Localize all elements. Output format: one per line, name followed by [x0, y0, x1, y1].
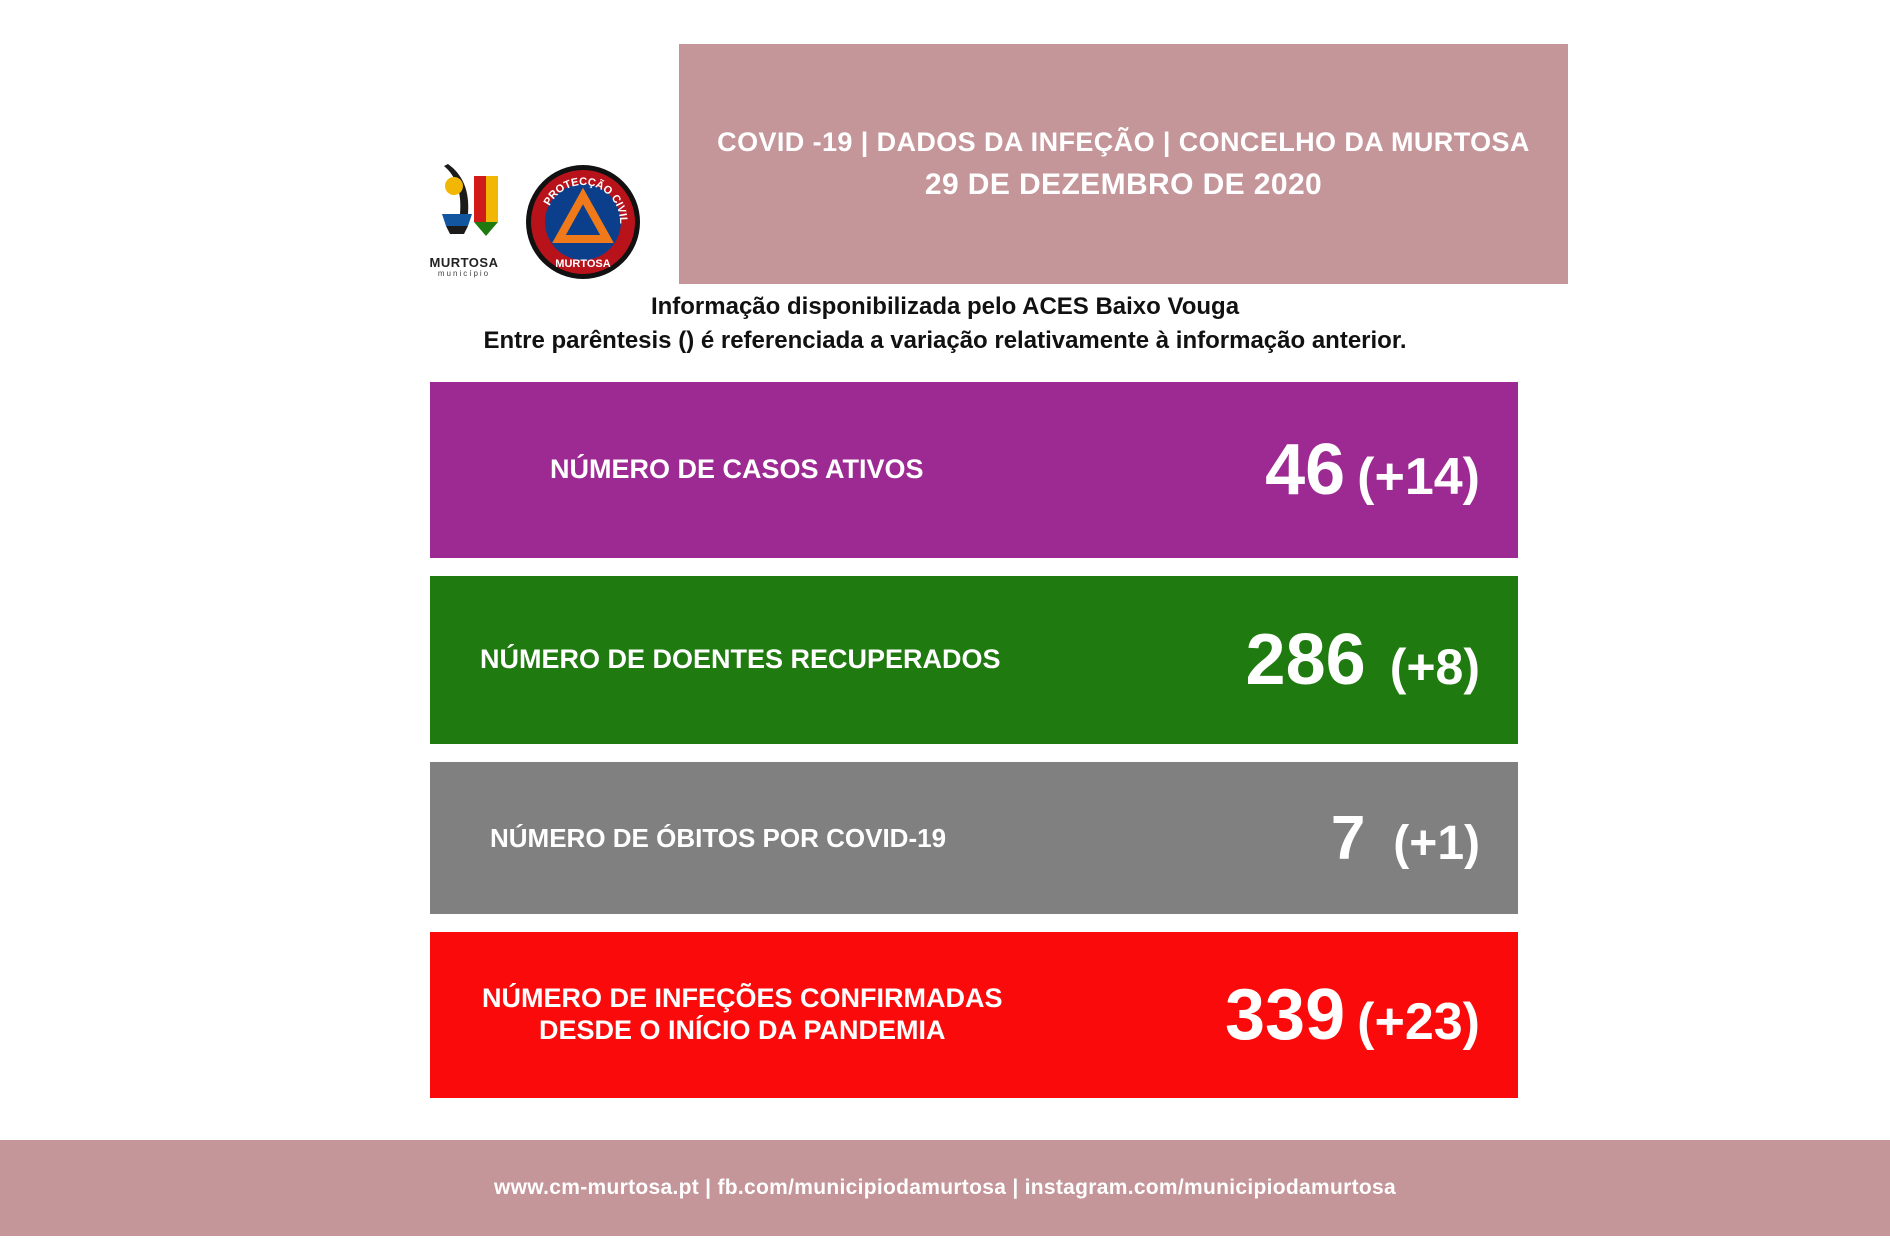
stat-number-deaths: 7 [1330, 803, 1366, 873]
stat-label-recovered: NÚMERO DE DOENTES RECUPERADOS [480, 644, 1001, 675]
stat-row-active-cases [430, 382, 1518, 558]
stat-row-recovered [430, 576, 1518, 744]
title-banner [679, 44, 1568, 284]
footer-bar [0, 1140, 1890, 1236]
stat-label-active-cases: NÚMERO DE CASOS ATIVOS [550, 454, 924, 485]
subtitle-line2: Entre parêntesis () é referenciada a variação relativamente à informação anterior. [483, 327, 1407, 355]
stat-label-total-confirmed [482, 983, 1003, 1047]
logo-group [418, 152, 658, 292]
municipality-logo-sub: município [437, 269, 491, 279]
stat-row-total-confirmed [430, 932, 1518, 1098]
stat-delta-active-cases: (+14) [1357, 448, 1480, 506]
stat-value-group-deaths [1331, 803, 1480, 874]
civil-protection-logo-icon [524, 163, 642, 281]
municipality-logo-wordmark [418, 256, 510, 279]
stat-row-deaths [430, 762, 1518, 914]
stat-number-recovered: 286 [1245, 620, 1366, 700]
stat-value-group-active-cases [1265, 429, 1480, 511]
stat-label-total-confirmed-line2: DESDE O INÍCIO DA PANDEMIA [538, 1015, 946, 1045]
stat-delta-deaths: (+1) [1393, 816, 1480, 870]
banner-title-date: 29 DE DEZEMBRO DE 2020 [924, 167, 1323, 201]
municipality-logo-icon [418, 156, 510, 256]
header [0, 44, 1890, 284]
svg-text:PROTECÇÃO CIVIL: PROTECÇÃO CIVIL [541, 175, 630, 224]
stat-label-deaths: NÚMERO DE ÓBITOS POR COVID-19 [490, 822, 947, 853]
banner-title-line1: COVID -19 | DADOS DA INFEÇÃO | CONCELHO DA MURTOSA [717, 126, 1530, 157]
stat-value-group-recovered [1246, 619, 1480, 701]
stat-label-total-confirmed-line1: NÚMERO DE INFEÇÕES CONFIRMADAS [482, 983, 1003, 1014]
stat-number-active-cases: 46 [1265, 430, 1346, 510]
civil-protection-logo [524, 163, 642, 281]
stat-delta-total-confirmed: (+23) [1357, 993, 1480, 1051]
stats-list [430, 382, 1518, 1116]
footer-links: www.cm-murtosa.pt | fb.com/municipiodamurtosa | instagram.com/municipiodamurtosa [494, 1176, 1396, 1199]
municipality-logo-name: MURTOSA [429, 255, 499, 270]
municipality-logo [418, 156, 510, 288]
stat-delta-recovered: (+8) [1389, 639, 1480, 695]
subtitle-block [0, 290, 1890, 358]
stat-number-total-confirmed: 339 [1225, 975, 1346, 1055]
svg-text:MURTOSA: MURTOSA [555, 258, 611, 270]
stat-value-group-total-confirmed [1225, 974, 1480, 1056]
subtitle-line1: Informação disponibilizada pelo ACES Baixo Vouga [650, 293, 1240, 320]
